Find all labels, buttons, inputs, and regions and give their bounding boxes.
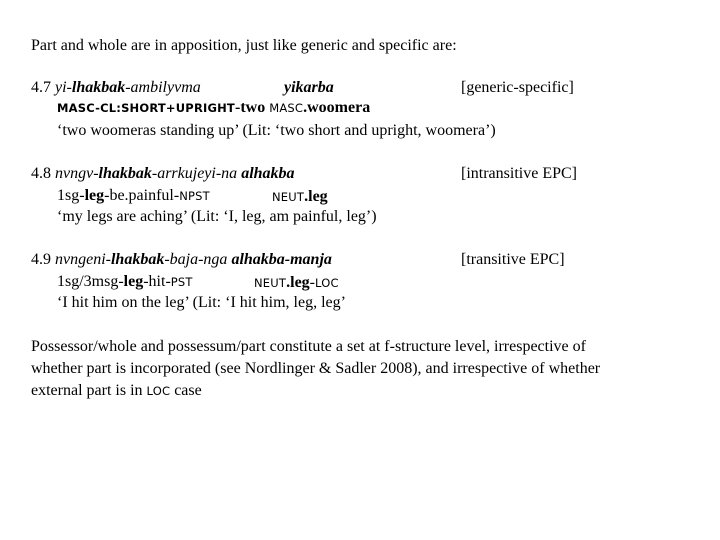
gloss-d: .woomera bbox=[303, 99, 371, 116]
example-4-8-gloss2 bbox=[272, 188, 328, 206]
gloss-b: -two bbox=[234, 99, 270, 116]
word-prefix: yi- bbox=[55, 79, 72, 96]
gloss-a: MASC-CL:SHORT+UPRIGHT bbox=[57, 101, 235, 115]
gloss-h: LOC bbox=[315, 276, 339, 290]
word-bold: lhakbak bbox=[98, 165, 152, 182]
example-4-9-translation: ‘I hit him on the leg’ (Lit: ‘I hit him, leg, leg’ bbox=[57, 294, 346, 311]
gloss-e: NEUT bbox=[272, 190, 305, 204]
gloss-a: 1sg- bbox=[57, 187, 85, 204]
word-bold: lhakbak bbox=[71, 79, 126, 96]
conclusion-line-3-pre: external part is in bbox=[31, 382, 147, 399]
example-4-7-tag: [generic-specific] bbox=[461, 79, 574, 96]
word2: alhakba bbox=[241, 165, 295, 182]
word-suffix: -baja-nga bbox=[164, 251, 228, 268]
example-4-9-line bbox=[31, 251, 332, 269]
word-prefix: nvngv- bbox=[55, 165, 99, 182]
example-number: 4.7 bbox=[31, 79, 51, 96]
example-4-7-word2: yikarba bbox=[284, 79, 334, 96]
example-4-9-tag: [transitive EPC] bbox=[461, 251, 565, 268]
gloss-d: PST bbox=[170, 275, 193, 289]
gloss-g: - bbox=[309, 274, 315, 291]
conclusion-line-2: whether part is incorporated (see Nordlinger & Sadler 2008), and irrespective of whether bbox=[31, 360, 601, 377]
word-suffix: -arrkujeyi-na bbox=[151, 165, 238, 182]
gloss-c: MASC bbox=[269, 101, 304, 115]
example-4-8-tag: [intransitive EPC] bbox=[461, 165, 577, 182]
example-4-8-line bbox=[31, 165, 295, 183]
word-bold: lhakbak bbox=[110, 251, 165, 268]
example-4-7-gloss bbox=[57, 99, 370, 117]
conclusion-line-1: Possessor/whole and possessum/part constitute a set at f-structure level, irrespective of bbox=[31, 338, 586, 355]
example-4-7-line bbox=[31, 79, 201, 97]
example-4-8-gloss bbox=[57, 187, 210, 205]
gloss-b: leg bbox=[123, 273, 144, 290]
gloss-a: 1sg/3msg- bbox=[57, 273, 124, 290]
example-4-9-gloss2 bbox=[254, 274, 339, 292]
gloss-e: NEUT bbox=[254, 276, 287, 290]
gloss-c: -be.painful- bbox=[104, 187, 180, 204]
example-4-7-translation: ‘two woomeras standing up’ (Lit: ‘two short and upright, woomera’) bbox=[57, 122, 496, 139]
example-number: 4.9 bbox=[31, 251, 51, 268]
conclusion-line-3 bbox=[31, 382, 202, 400]
conclusion-line-3-sc: LOC bbox=[146, 384, 171, 398]
gloss-d: NPST bbox=[179, 189, 210, 203]
gloss-b: leg bbox=[84, 187, 105, 204]
word-suffix: -ambilyvma bbox=[125, 79, 201, 96]
example-4-9-gloss bbox=[57, 273, 193, 291]
intro-text: Part and whole are in apposition, just like generic and specific are: bbox=[31, 37, 457, 54]
example-4-8-translation: ‘my legs are aching’ (Lit: ‘I, leg, am painful, leg’) bbox=[57, 208, 377, 225]
example-number: 4.8 bbox=[31, 165, 51, 182]
word2: alhakba-manja bbox=[231, 251, 332, 268]
gloss-f: .leg bbox=[304, 188, 328, 205]
word-prefix: nvngeni- bbox=[55, 251, 111, 268]
gloss-c: -hit- bbox=[143, 273, 171, 290]
gloss-f: .leg bbox=[286, 274, 310, 291]
conclusion-line-3-post: case bbox=[170, 382, 202, 399]
